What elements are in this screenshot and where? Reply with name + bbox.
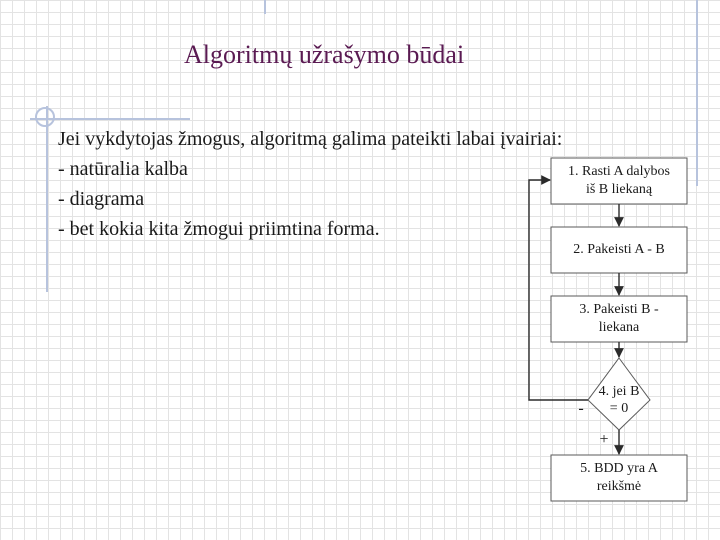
body-line-intro: Jei vykdytojas žmogus, algoritmą galima pateikti labai įvairiai: (58, 128, 563, 150)
slide-title: Algoritmų užrašymo būdai (184, 40, 465, 69)
flowchart-branch-no-label: - (578, 400, 584, 417)
flowchart-step-1: 1. Rasti A dalybos iš B liekaną (568, 164, 670, 197)
flowchart-branch-yes-label: + (599, 431, 609, 448)
flowchart-step-5: 5. BDD yra A reikšmė (580, 461, 658, 494)
body-line-other-form: - bet kokia kita žmogui priimtina forma. (58, 218, 380, 240)
body-line-natural-language: - natūralia kalba (58, 158, 188, 180)
flowchart-step-2: 2. Pakeisti A - B (573, 242, 665, 257)
flowchart-decision-label: 4. jei B = 0 (598, 384, 640, 416)
flowchart-loop-back-arrow (529, 180, 588, 400)
body-line-diagram: - diagrama (58, 188, 145, 210)
flowchart-step-3: 3. Pakeisti B - liekana (579, 302, 659, 335)
